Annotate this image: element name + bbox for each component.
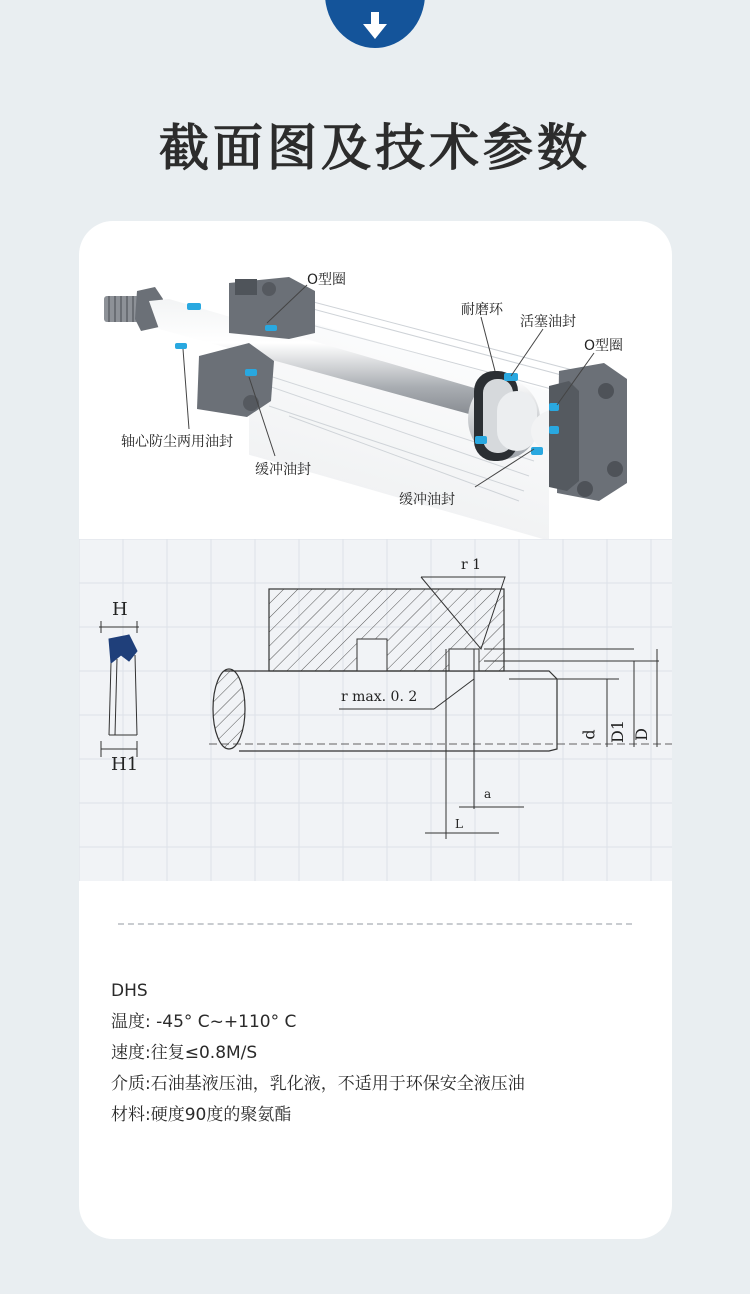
label-d1: D1: [608, 719, 628, 744]
rear-end-cap: [549, 363, 627, 501]
label-d: d: [579, 729, 599, 740]
spec-temperature: 温度: -45° C~+110° C: [111, 1012, 297, 1032]
callout-rod-dust-seal: 轴心防尘两用油封: [121, 434, 233, 450]
label-r1: r 1: [461, 557, 482, 573]
spec-model: DHS: [111, 981, 148, 1001]
section-divider: [118, 923, 632, 925]
cutaway-illustration: [79, 221, 672, 539]
spec-card: [79, 221, 672, 1239]
callout-cushion-seal-rod: 缓冲油封: [255, 462, 311, 478]
groove-dimension-drawing: [79, 539, 672, 881]
label-a: a: [484, 787, 492, 801]
spec-list: [111, 976, 651, 1131]
spec-medium: 介质:石油基液压油，乳化液，不适用于环保安全液压油: [111, 1074, 525, 1094]
label-h1: H1: [111, 754, 139, 775]
seal-groove-drawing: [79, 539, 672, 881]
housing-section: [269, 589, 504, 671]
label-h: H: [112, 599, 128, 620]
callout-cushion-seal-piston: 缓冲油封: [399, 492, 455, 508]
arrow-down-icon: [363, 12, 387, 40]
callout-piston-seal: 活塞油封: [520, 314, 576, 330]
callout-o-ring-rod: O型圈: [307, 272, 347, 288]
spec-speed: 速度:往复≤0.8M/S: [111, 1043, 258, 1063]
label-r-max: r max. 0. 2: [341, 689, 418, 705]
label-D: D: [631, 728, 651, 741]
callout-o-ring-piston: O型圈: [584, 338, 624, 354]
cylinder-cutaway-render: [79, 221, 672, 539]
section-heading: 截面图及技术参数: [159, 119, 591, 177]
top-badge: [325, 0, 425, 48]
spec-material: 材料:硬度90度的聚氨酯: [111, 1105, 292, 1125]
label-L: L: [455, 817, 463, 831]
callout-wear-ring: 耐磨环: [461, 302, 503, 318]
